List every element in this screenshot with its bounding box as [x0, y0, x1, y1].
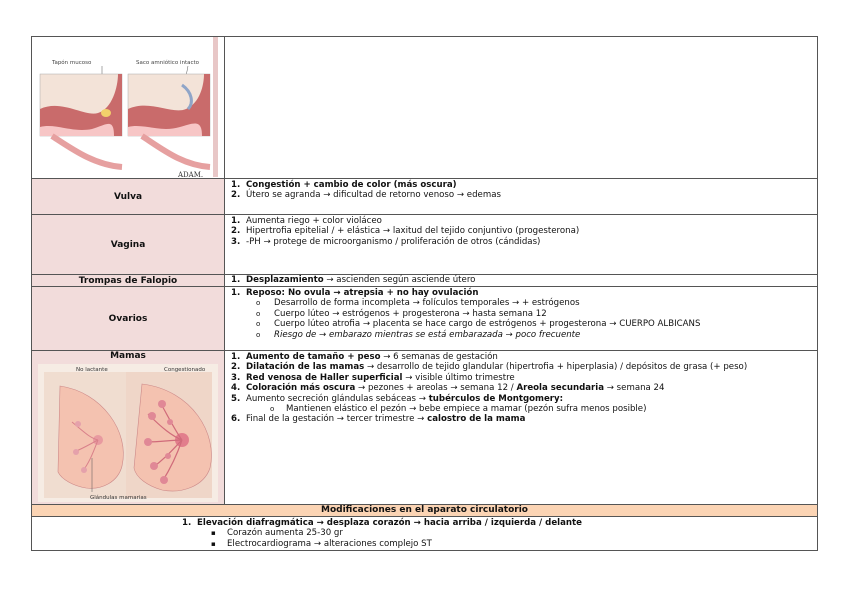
- row-trompas: [32, 275, 818, 287]
- text-fragment: tubérculos de Montgomery:: [428, 393, 564, 404]
- list-number: 2.: [231, 226, 241, 237]
- row-circulatorio-title: [32, 505, 818, 517]
- list-item: [231, 393, 814, 404]
- list-number: 3.: [231, 372, 241, 383]
- list-item: [231, 414, 814, 425]
- trompas-label: Trompas de Falopio: [32, 275, 225, 287]
- list-number: 1.: [231, 275, 241, 285]
- list-number: 1.: [231, 216, 241, 226]
- circulatorio-content: [32, 517, 818, 551]
- list-item: [231, 275, 814, 285]
- congested-caption: Congestionado: [164, 367, 206, 373]
- text-fragment: Cuerpo lúteo atrofia → placenta se hace cargo de estrógenos + progesterona → CUERPO ALBICANS: [274, 319, 701, 330]
- list-item: [231, 226, 814, 237]
- vagina-content: [225, 215, 818, 275]
- bullet-item: [211, 528, 817, 539]
- bullet-marker: o: [256, 299, 261, 308]
- cervix-illustration: [32, 37, 218, 177]
- text-fragment: Red venosa de Haller superficial: [246, 372, 403, 383]
- list-item: [231, 288, 814, 298]
- bullet-marker: o: [256, 309, 261, 318]
- vagina-label: Vagina: [32, 215, 225, 275]
- text-fragment: → pezones + areolas → semana 12 /: [355, 383, 517, 394]
- text-fragment: -PH → protege de microorganismo / proliferación de otros (cándidas): [246, 236, 541, 247]
- bullet-item: [211, 538, 817, 549]
- mammary-glands-caption: Glándulas mamarias: [90, 495, 147, 501]
- text-fragment: Aumenta riego + color violáceo: [246, 216, 382, 226]
- trompas-content: [225, 275, 818, 287]
- mamas-content: [225, 351, 818, 505]
- text-fragment: → 6 semanas de gestación: [380, 352, 498, 362]
- ovarios-label: Ovarios: [32, 287, 225, 351]
- document-page: [31, 36, 817, 551]
- bullet-text: Corazón aumenta 25-30 gr: [227, 528, 343, 539]
- mamas-list: [231, 352, 814, 425]
- vagina-list: [231, 216, 814, 247]
- list-number: 3.: [231, 236, 241, 247]
- list-item: [182, 518, 817, 528]
- list-number: 6.: [231, 414, 241, 425]
- list-number: 2.: [231, 362, 241, 373]
- sub-list-item: [246, 330, 814, 340]
- breast-illustration: [32, 362, 218, 502]
- list-number: 1.: [231, 180, 241, 190]
- list-item: [231, 372, 814, 383]
- bullet-marker: o: [256, 320, 261, 329]
- list-item: [231, 352, 814, 362]
- sub-list-item: [246, 404, 814, 414]
- cervix-figure-cell: [32, 37, 225, 179]
- mamas-cell: [32, 351, 225, 505]
- row-ovarios: [32, 287, 818, 351]
- text-fragment: Congestión + cambio de color (más oscura): [246, 180, 457, 190]
- ovarios-content: [225, 287, 818, 351]
- row-vulva: [32, 179, 818, 215]
- circulatorio-lead: [182, 518, 817, 528]
- text-fragment: Areola secundaria: [516, 383, 605, 394]
- list-item: [231, 216, 814, 226]
- row-mamas: [32, 351, 818, 505]
- vulva-label: Vulva: [32, 179, 225, 215]
- row-vagina: [32, 215, 818, 275]
- text-fragment: Reposo: No ovula → atrepsia + no hay ovulación: [246, 288, 479, 298]
- amniotic-sac-caption: Saco amniótico intacto: [136, 60, 200, 66]
- text-fragment: calostro de la mama: [427, 414, 526, 425]
- text-fragment: → visible último trimestre: [402, 372, 515, 383]
- list-number: 5.: [231, 393, 241, 404]
- content-table: [31, 36, 818, 551]
- text-fragment: Aumento secreción glándulas sebáceas →: [246, 393, 429, 404]
- vulva-content: [225, 179, 818, 215]
- ovarios-list: [231, 288, 814, 340]
- mucus-plug-caption: Tapón mucoso: [52, 60, 92, 66]
- vulva-list: [231, 180, 814, 201]
- bullet-marker: o: [256, 330, 261, 339]
- text-fragment: Coloración más oscura: [246, 383, 356, 394]
- list-item: [231, 190, 814, 201]
- list-number: 4.: [231, 383, 241, 394]
- illustration-row: [32, 37, 818, 179]
- list-item: [231, 362, 814, 373]
- text-fragment: Cuerpo lúteo → estrógenos + progesterona → hasta semana 12: [274, 308, 547, 319]
- circulatorio-bullets: [182, 528, 817, 549]
- bullet-text: Electrocardiograma → alteraciones complejo ST: [227, 538, 432, 549]
- list-number: 1.: [182, 518, 192, 528]
- bullet-marker: o: [270, 405, 275, 414]
- list-number: 1.: [231, 288, 241, 298]
- text-fragment: Desplazamiento: [246, 275, 324, 285]
- sub-list-item: [246, 319, 814, 329]
- list-item: [231, 180, 814, 190]
- trompas-list: [231, 275, 814, 285]
- text-fragment: Elevación diafragmática → desplaza corazón → hacia arriba / izquierda / delante: [197, 518, 582, 528]
- bullet-marker: ▪: [211, 539, 216, 548]
- text-fragment: Dilatación de las mamas: [246, 362, 365, 373]
- text-fragment: → desarrollo de tejido glandular (hipertrofia + hiperplasia) / depósitos de grasa (+ peso): [364, 362, 748, 373]
- text-fragment: Aumento de tamaño + peso: [246, 352, 381, 362]
- adam-watermark: ADAM.: [178, 171, 204, 177]
- list-number: 1.: [231, 352, 241, 362]
- list-number: 2.: [231, 190, 241, 201]
- text-fragment: Útero se agranda → dificultad de retorno venoso → edemas: [246, 190, 501, 201]
- text-fragment: Final de la gestación → tercer trimestre →: [246, 414, 428, 425]
- bullet-marker: ▪: [211, 529, 216, 538]
- text-fragment: Desarrollo de forma incompleta → folículos temporales → + estrógenos: [274, 298, 580, 309]
- mamas-label: Mamas: [110, 351, 146, 361]
- text-fragment: Hipertrofia epitelial / + elástica → laxitud del tejido conjuntivo (progesterona): [246, 226, 580, 237]
- list-item: [231, 383, 814, 394]
- text-fragment: → semana 24: [604, 383, 665, 394]
- row-circulatorio: [32, 517, 818, 551]
- non-lactating-caption: No lactante: [76, 367, 108, 373]
- sub-list-item: [246, 298, 814, 308]
- list-item: [231, 236, 814, 247]
- text-fragment: → ascienden según asciende útero: [323, 275, 476, 285]
- empty-cell: [225, 37, 818, 179]
- sub-list-item: [246, 309, 814, 319]
- text-fragment: Riesgo de → embarazo mientras se está embarazada → poco frecuente: [274, 329, 581, 340]
- circulatorio-title: Modificaciones en el aparato circulatorio: [32, 505, 818, 517]
- text-fragment: Mantienen elástico el pezón → bebe empiece a mamar (pezón sufra menos posible): [286, 404, 647, 415]
